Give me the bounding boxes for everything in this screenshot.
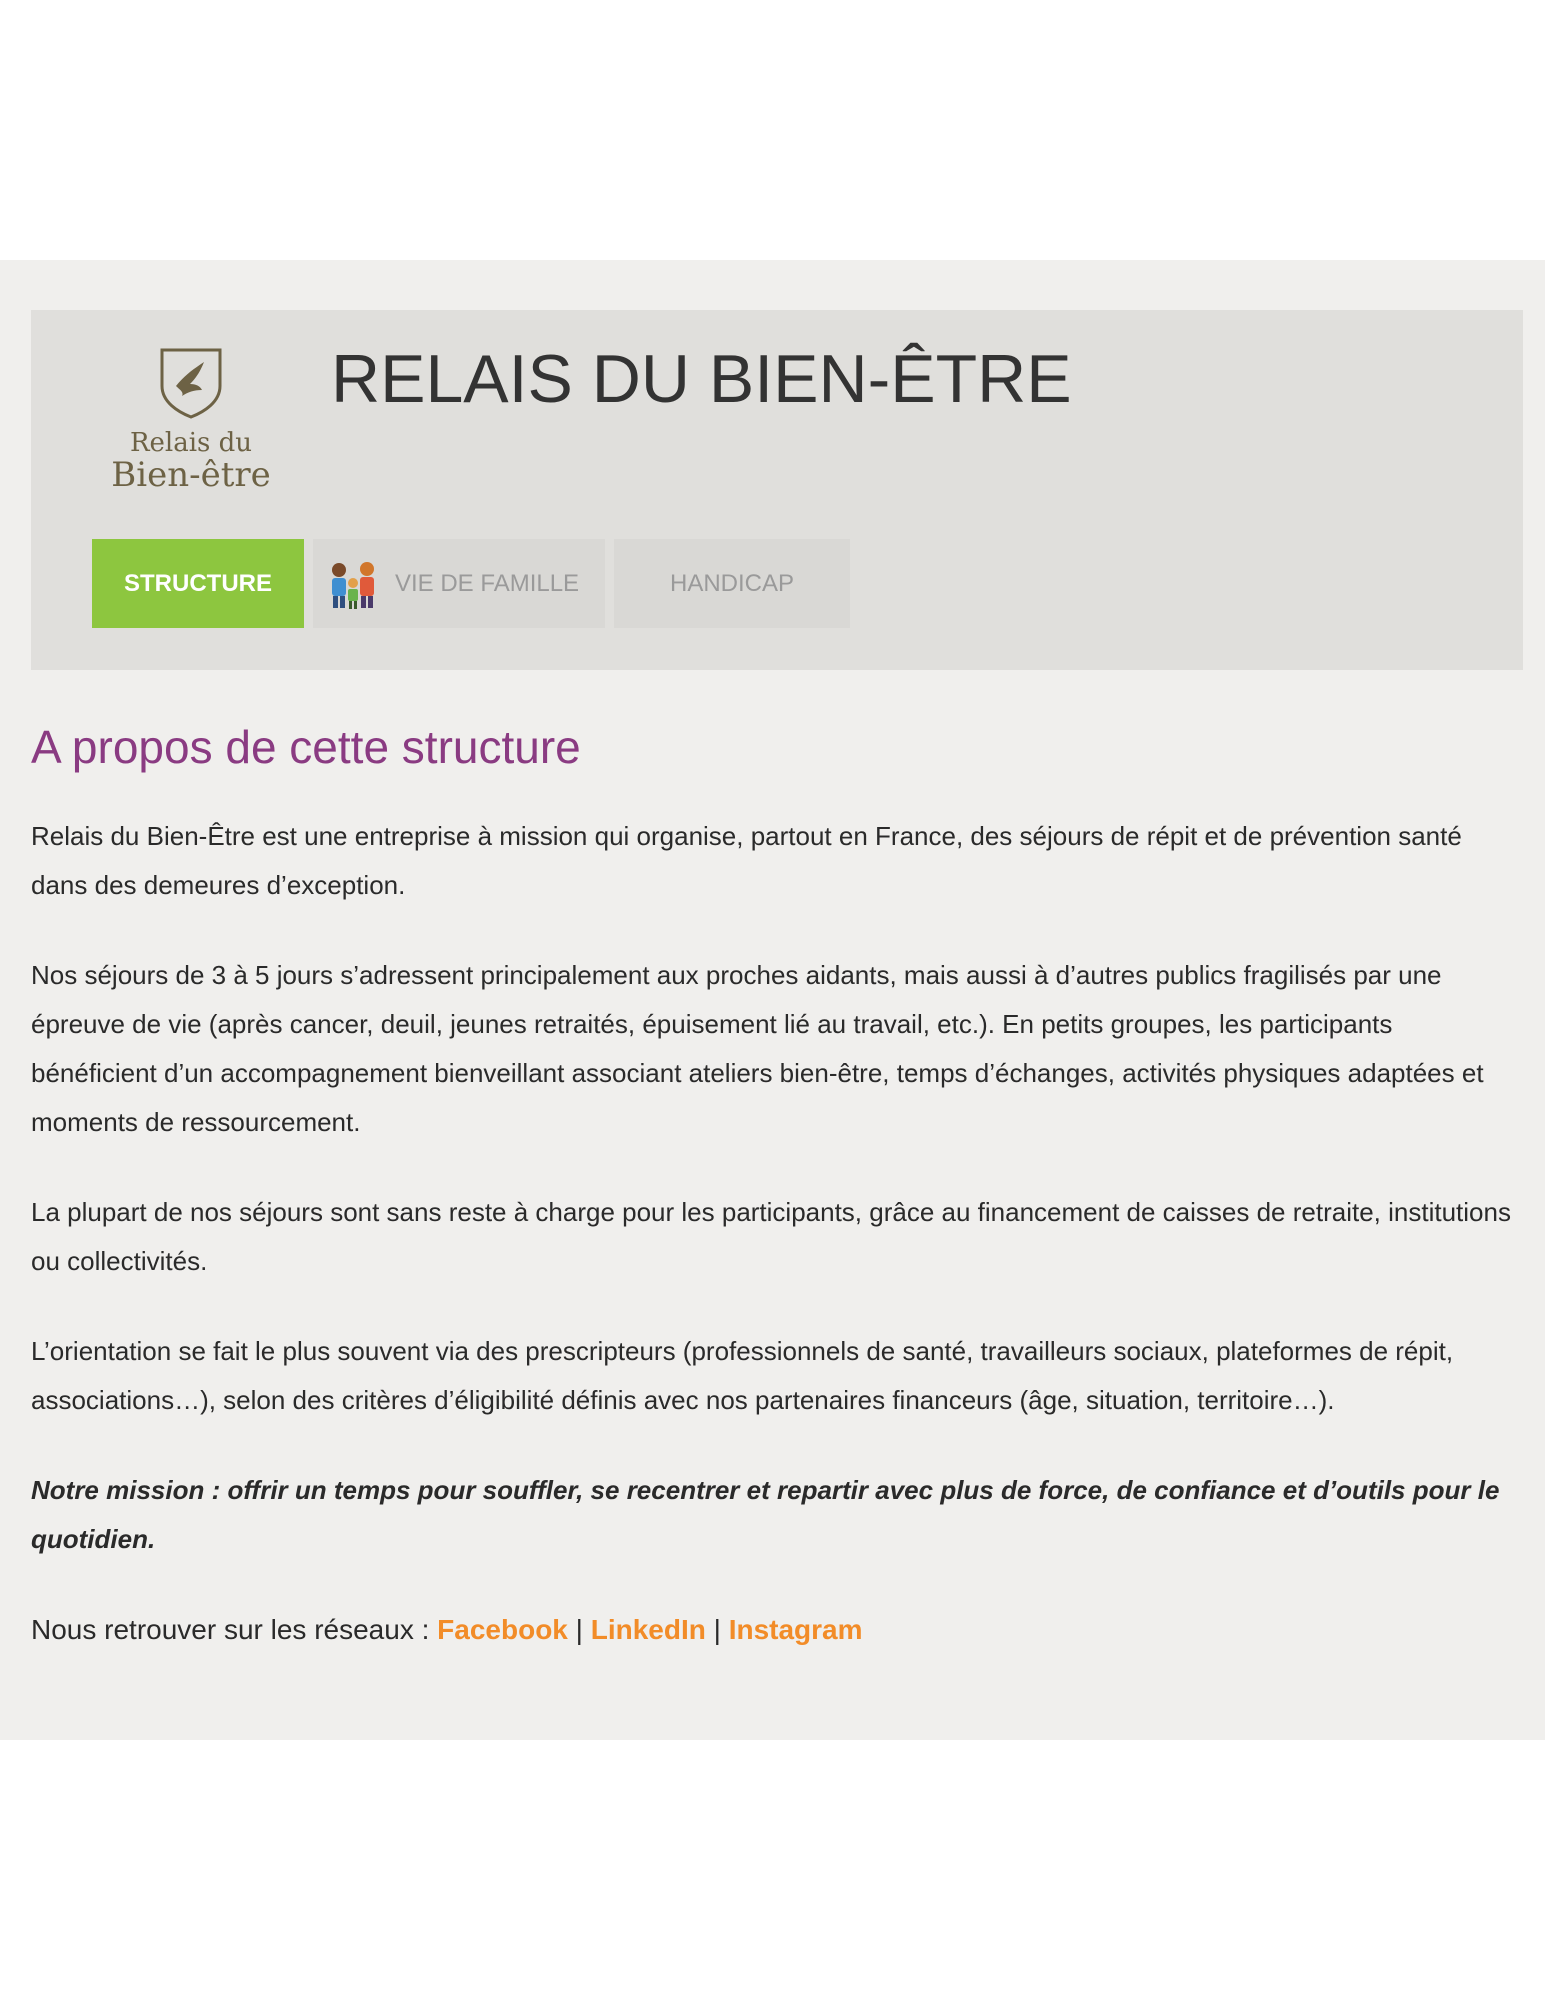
tab-structure[interactable]: [92, 539, 304, 628]
social-separator: |: [575, 1614, 583, 1645]
tab-handicap[interactable]: [614, 539, 850, 628]
linkedin-link[interactable]: LinkedIn: [590, 1614, 706, 1645]
logo-line-2: Bien-être: [111, 455, 271, 495]
tab-structure-label: STRUCTURE: [124, 569, 272, 597]
page-band: [0, 260, 1545, 1740]
mission-statement: Notre mission : offrir un temps pour souffler, se recentrer et repartir avec plus de force, de confiance et d’outils pour le quotidien.: [31, 1475, 1500, 1554]
tab-vie-de-famille-label: VIE DE FAMILLE: [395, 569, 580, 597]
tab-handicap-label: HANDICAP: [669, 569, 795, 597]
social-separator: |: [713, 1614, 721, 1645]
paragraph-orientation: L’orientation se fait le plus souvent via des prescripteurs (professionnels de santé, travailleurs sociaux, plateformes de répit, associations…), selon des critères d’éligibilité définis avec nos partenaires financeurs (âge, situation, territoire…).: [31, 1336, 1454, 1415]
logo-wordmark: [101, 428, 281, 495]
main-content: [31, 720, 1521, 1654]
facebook-link[interactable]: Facebook: [437, 1614, 568, 1645]
logo[interactable]: [101, 346, 281, 506]
social-prefix: Nous retrouver sur les réseaux :: [31, 1614, 438, 1645]
dove-shield-icon: [156, 346, 226, 420]
paragraph-sejours: Nos séjours de 3 à 5 jours s’adressent principalement aux proches aidants, mais aussi à d’autres publics fragilisés par une épreuve de vie (après cancer, deuil, jeunes retraités, épuisement lié au travail, etc.). En petits groupes, les participants bénéficient d’un accompagnement bienveillant associant ateliers bien-être, temps d’échanges, activités physiques adaptées et moments de ressourcement.: [31, 960, 1484, 1137]
paragraph-intro: Relais du Bien-Être est une entreprise à mission qui organise, partout en France, des séjours de répit et de prévention santé dans des demeures d’exception.: [31, 821, 1462, 900]
instagram-link[interactable]: Instagram: [728, 1614, 863, 1645]
header-panel: [31, 310, 1523, 670]
social-links: [31, 1605, 1521, 1654]
logo-line-1: Relais du: [129, 428, 253, 458]
family-icon: [325, 556, 381, 612]
paragraph-financement: La plupart de nos séjours sont sans reste à charge pour les participants, grâce au financement de caisses de retraite, institutions ou collectivités.: [31, 1197, 1511, 1276]
page-title: RELAIS DU BIEN-ÊTRE: [331, 341, 1072, 417]
tab-bar: [92, 539, 850, 628]
tab-vie-de-famille[interactable]: [313, 539, 605, 628]
section-title: A propos de cette structure: [31, 721, 581, 773]
